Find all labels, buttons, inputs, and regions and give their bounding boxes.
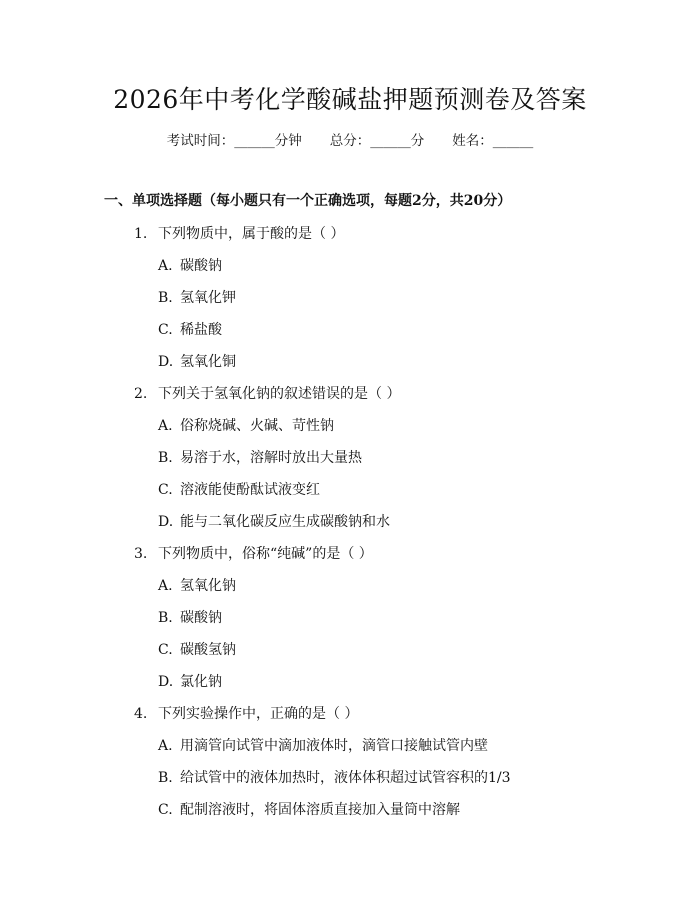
option-text: 氢氧化钾: [180, 290, 236, 306]
option-letter: C.: [158, 322, 173, 338]
option-letter: D.: [158, 354, 174, 370]
option-text: 给试管中的液体加热时，液体体积超过试管容积的1/3: [180, 770, 511, 786]
answer-option: [0, 608, 700, 640]
question-number: 3.: [134, 546, 148, 562]
option-letter: A.: [158, 258, 173, 274]
answer-option: [0, 736, 700, 768]
option-letter: A.: [158, 738, 173, 754]
option-letter: B.: [158, 290, 173, 306]
option-text: 溶液能使酚酞试液变红: [180, 482, 320, 498]
answer-option: [0, 320, 700, 352]
answer-option: [0, 256, 700, 288]
question-text: 下列关于氢氧化钠的叙述错误的是（ ）: [158, 386, 401, 402]
answer-option: [0, 512, 700, 544]
option-text: 氯化钠: [180, 674, 222, 690]
option-text: 氢氧化铜: [180, 354, 236, 370]
option-text: 配制溶液时，将固体溶质直接加入量筒中溶解: [180, 802, 460, 818]
option-text: 碳酸氢钠: [180, 642, 236, 658]
question-text: 下列实验操作中，正确的是（ ）: [158, 706, 359, 722]
option-letter: D.: [158, 674, 174, 690]
answer-option: [0, 576, 700, 608]
section-heading: 一、单项选择题（每小题只有一个正确选项，每题2分，共20分）: [104, 193, 512, 209]
total-score-field: 总分：______分: [329, 133, 425, 149]
exam-meta: [0, 131, 700, 151]
page-title: 2026年中考化学酸碱盐押题预测卷及答案: [113, 85, 587, 114]
question-item: [0, 704, 700, 736]
answer-option: [0, 416, 700, 448]
question-number: 2.: [134, 386, 148, 402]
option-letter: B.: [158, 610, 173, 626]
answer-option: [0, 640, 700, 672]
option-letter: C.: [158, 802, 173, 818]
answer-option: [0, 352, 700, 384]
question-text: 下列物质中，俗称“纯碱”的是（ ）: [158, 546, 373, 562]
option-letter: A.: [158, 418, 173, 434]
option-letter: C.: [158, 642, 173, 658]
answer-option: [0, 800, 700, 832]
option-text: 能与二氧化碳反应生成碳酸钠和水: [180, 514, 390, 530]
option-text: 用滴管向试管中滴加液体时，滴管口接触试管内壁: [180, 738, 488, 754]
question-text: 下列物质中，属于酸的是（ ）: [158, 226, 345, 242]
answer-option: [0, 448, 700, 480]
answer-option: [0, 288, 700, 320]
option-letter: D.: [158, 514, 174, 530]
option-letter: B.: [158, 770, 173, 786]
student-name-field: 姓名：______: [452, 133, 534, 149]
option-text: 氢氧化钠: [180, 578, 236, 594]
option-text: 俗称烧碱、火碱、苛性钠: [180, 418, 334, 434]
question-item: [0, 224, 700, 256]
option-text: 稀盐酸: [180, 322, 222, 338]
question-item: [0, 544, 700, 576]
answer-option: [0, 480, 700, 512]
question-item: [0, 384, 700, 416]
question-number: 4.: [134, 706, 148, 722]
option-text: 易溶于水，溶解时放出大量热: [180, 450, 362, 466]
answer-option: [0, 768, 700, 800]
answer-option: [0, 672, 700, 704]
option-letter: A.: [158, 578, 173, 594]
option-letter: C.: [158, 482, 173, 498]
option-text: 碳酸钠: [180, 258, 222, 274]
question-number: 1.: [134, 226, 148, 242]
option-text: 碳酸钠: [180, 610, 222, 626]
option-letter: B.: [158, 450, 173, 466]
exam-time-field: 考试时间：______分钟: [166, 133, 302, 149]
question-list: [0, 224, 700, 832]
